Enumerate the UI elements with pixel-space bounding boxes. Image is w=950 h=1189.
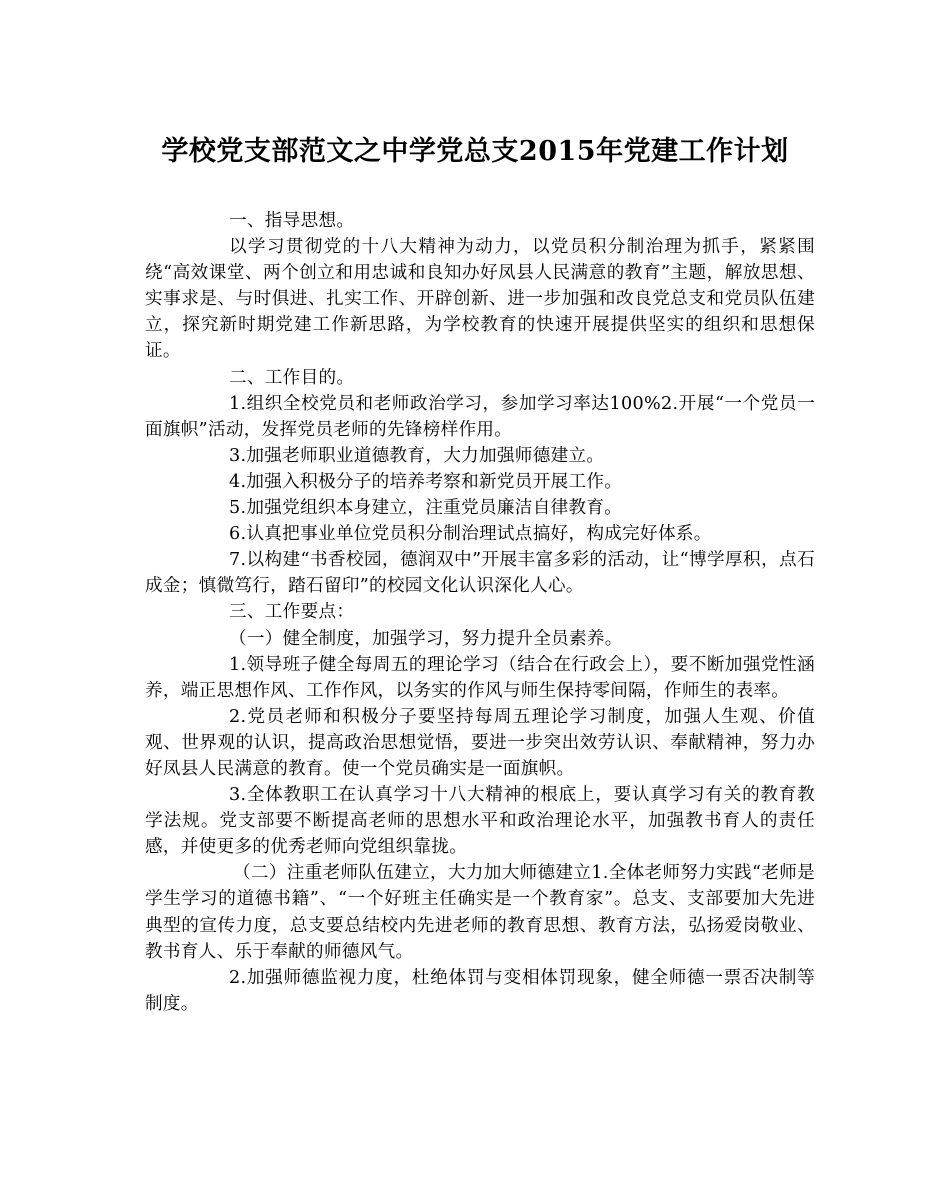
paragraph: 5.加强党组织本身建立，注重党员廉洁自律教育。 [229,498,623,519]
paragraph: 7.以构建“书香校园，德润双中”开展丰富多彩的活动，让“博学厚积，点石成金；慎微笃行，踏石留印”的校园文化认识深化人心。 [145,550,815,597]
document-body [145,208,815,1017]
paragraph: 1.组织全校党员和老师政治学习，参加学习率达100%2.开展“一个党员一面旗帜”活动，发挥党员老师的先锋榜样作用。 [145,393,815,440]
paragraph: 三、工作要点： [229,602,355,623]
paragraph: 二、工作目的。 [229,367,355,388]
document-title: 学校党支部范文之中学党总支2015年党建工作计划 [161,136,789,167]
paragraph: 3.全体教职工在认真学习十八大精神的根底上，要认真学习有关的教育教学法规。党支部要不断提高老师的思想水平和政治理论水平，加强教书育人的责任感，并使更多的优秀老师向党组织靠拢。 [145,785,815,858]
paragraph: 4.加强入积极分子的培养考察和新党员开展工作。 [229,471,623,492]
paragraph: 6.认真把事业单位党员积分制治理试点搞好，构成完好体系。 [229,524,712,545]
paragraph: 以学习贯彻党的十八大精神为动力，以党员积分制治理为抓手，紧紧围绕“高效课堂、两个创立和用忠诚和良知办好凤县人民满意的教育”主题，解放思想、实事求是、与时俱进、扎实工作、开辟创新、进一步加强和改良党总支和党员队伍建立，探究新时期党建工作新思路，为学校教育的快速开展提供坚实的组织和思想保证。 [145,237,815,362]
paragraph: 一、指导思想。 [229,211,355,231]
paragraph: 2.加强师德监视力度，杜绝体罚与变相体罚现象，健全师德一票否决制等制度。 [145,967,815,1014]
paragraph: 3.加强老师职业道德教育，大力加强师德建立。 [229,445,605,466]
paragraph: 1.领导班子健全每周五的理论学习（结合在行政会上），要不断加强党性涵养，端正思想作风、工作作风，以务实的作风与师生保持零间隔，作师生的表率。 [145,654,815,701]
paragraph: 2.党员老师和积极分子要坚持每周五理论学习制度，加强人生观、价值观、世界观的认识，提高政治思想觉悟，要进一步突出效劳认识、奉献精神，努力办好凤县人民满意的教育。使一个党员确实是一面旗帜。 [145,706,815,779]
paragraph: （一）健全制度，加强学习，努力提升全员素养。 [229,628,623,649]
paragraph: （二）注重老师队伍建立，大力加大师德建立1.全体老师努力实践“老师是学生学习的道德书籍”、“一个好班主任确实是一个教育家”。总支、支部要加大先进典型的宣传力度，总支要总结校内先进老师的教育思想、教育方法，弘扬爱岗敬业、教书育人、乐于奉献的师德风气。 [145,863,815,962]
